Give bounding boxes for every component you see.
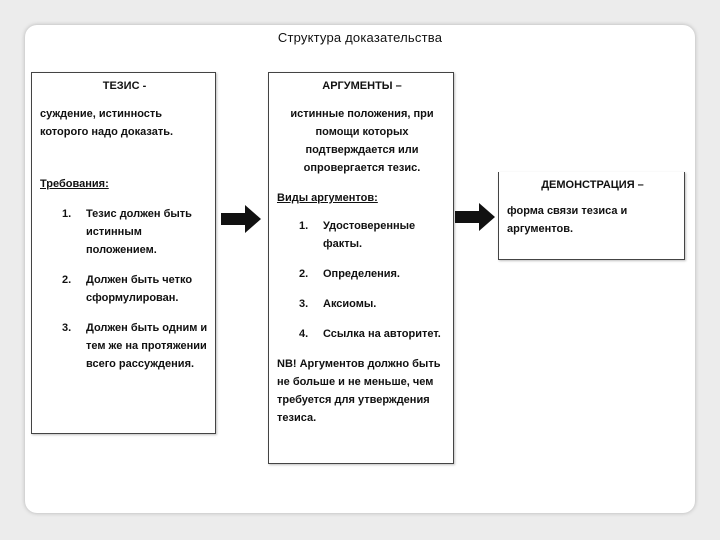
list-item: 1. Удостоверенные факты.: [299, 220, 416, 250]
demonstration-header: ДЕМОНСТРАЦИЯ –: [541, 179, 644, 191]
demonstration-definition: форма связи тезиса и аргументов.: [507, 205, 628, 235]
arguments-header: АРГУМЕНТЫ –: [322, 80, 402, 92]
list-item: 2. Должен быть четко сформулирован.: [62, 274, 193, 304]
arguments-box: [268, 72, 454, 464]
argument-types-list: [277, 217, 447, 343]
requirements-list: [40, 205, 209, 373]
list-item: 3. Аксиомы.: [299, 298, 377, 310]
list-item: 4. Ссылка на авторитет.: [299, 328, 441, 340]
right-arrow-icon: [455, 203, 495, 231]
thesis-box: [31, 72, 216, 434]
thesis-definition: суждение, истинность которого надо доказать.: [40, 108, 174, 138]
thesis-header: ТЕЗИС -: [102, 80, 147, 92]
page-title: Структура доказательства: [277, 30, 443, 45]
list-item: 1. Тезис должен быть истинным положением.: [62, 208, 192, 256]
right-arrow-icon: [221, 205, 261, 233]
demonstration-box: [498, 172, 685, 260]
list-item: 3. Должен быть одним и тем же на протяжении всего рассуждения.: [62, 322, 208, 370]
list-item: 2. Определения.: [299, 268, 400, 280]
argument-types-label: Виды аргументов:: [277, 192, 378, 204]
requirements-label: Требования:: [40, 178, 109, 190]
arguments-definition: истинные положения, при помощи которых подтверждается или опровергается тезис.: [290, 108, 434, 174]
arguments-note: NB! Аргументов должно быть не больше и не меньше, чем требуется для утверждения тезиса.: [277, 358, 441, 424]
